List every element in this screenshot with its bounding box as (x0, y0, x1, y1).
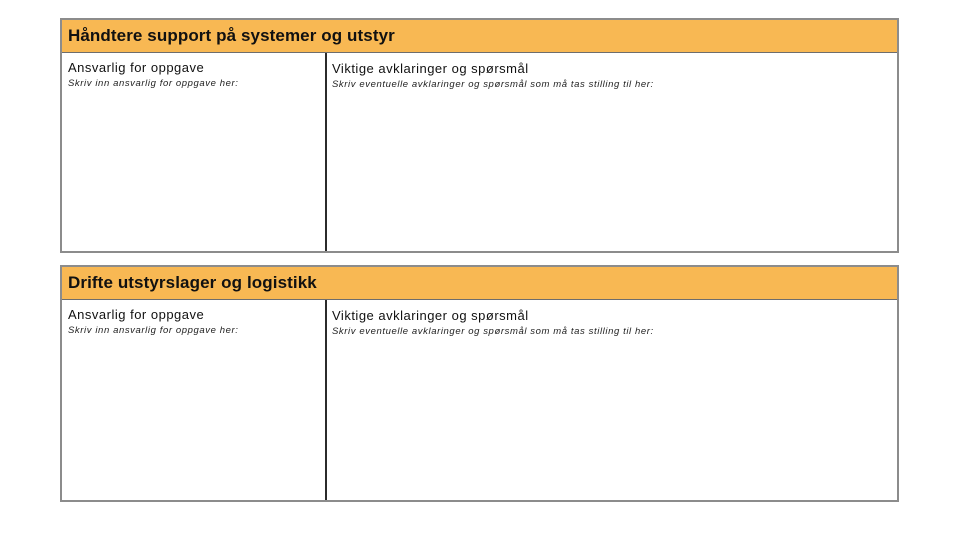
task-section-support (60, 18, 899, 253)
section-header (62, 20, 897, 53)
clarifications-field[interactable] (327, 300, 897, 500)
responsible-hint: Skriv inn ansvarlig for oppgave her: (68, 325, 239, 336)
responsible-field[interactable] (62, 53, 327, 251)
clarifications-hint: Skriv eventuelle avklaringer og spørsmål som må tas stilling til her: (332, 79, 654, 90)
task-section-logistics (60, 265, 899, 502)
clarifications-field[interactable] (327, 53, 897, 251)
responsible-heading: Ansvarlig for oppgave (68, 307, 205, 322)
clarifications-hint: Skriv eventuelle avklaringer og spørsmål som må tas stilling til her: (332, 326, 654, 337)
responsible-heading: Ansvarlig for oppgave (68, 60, 205, 75)
responsible-field[interactable] (62, 300, 327, 500)
responsible-hint: Skriv inn ansvarlig for oppgave her: (68, 78, 239, 89)
clarifications-heading: Viktige avklaringer og spørsmål (332, 61, 529, 76)
section-title: Håndtere support på systemer og utstyr (68, 26, 395, 45)
clarifications-heading: Viktige avklaringer og spørsmål (332, 308, 529, 323)
section-title: Drifte utstyrslager og logistikk (68, 273, 317, 292)
section-header (62, 267, 897, 300)
